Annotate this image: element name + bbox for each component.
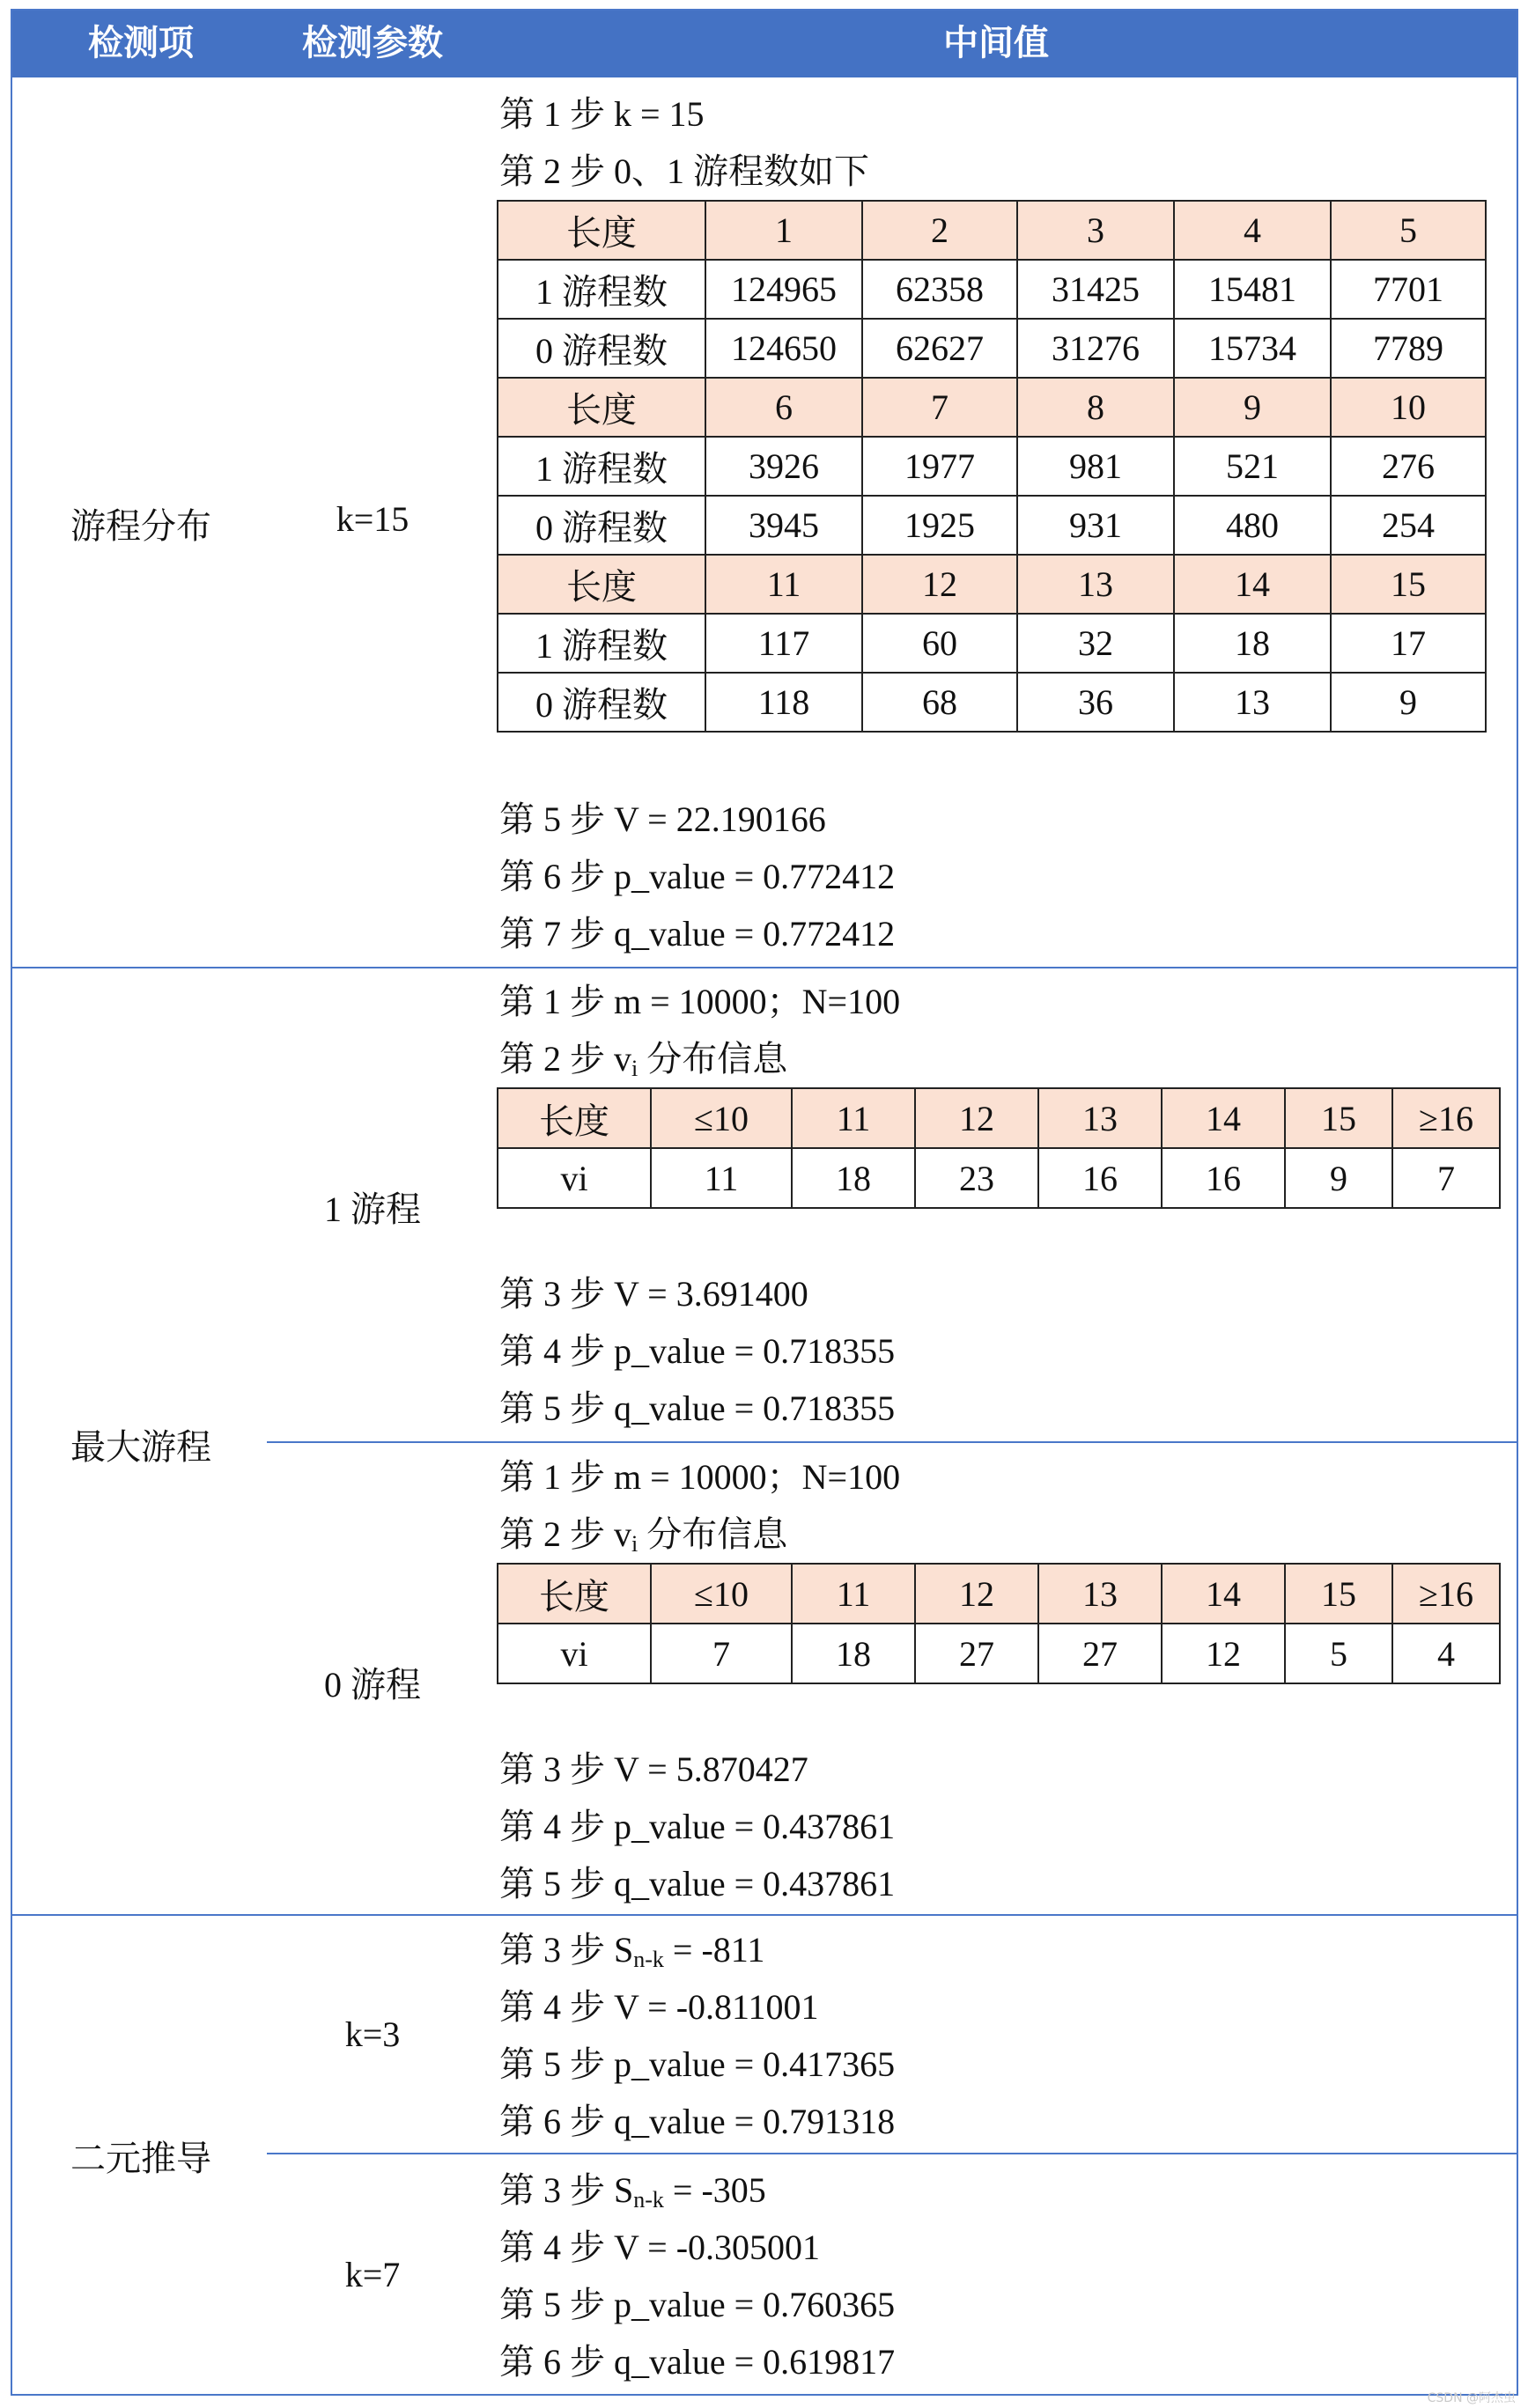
step-line bbox=[499, 2338, 895, 2387]
table-cell: 15 bbox=[1285, 1088, 1392, 1148]
step-line bbox=[499, 2223, 820, 2272]
step-line bbox=[499, 1270, 808, 1319]
table-cell: ≤10 bbox=[651, 1564, 792, 1624]
table-cell: 15734 bbox=[1174, 319, 1331, 378]
table-cell: 9 bbox=[1285, 1148, 1392, 1208]
table-cell: 118 bbox=[705, 673, 862, 732]
table-cell: 12 bbox=[915, 1564, 1038, 1624]
vi-symbol: v bbox=[614, 1514, 631, 1554]
table-cell: 117 bbox=[705, 614, 862, 673]
step-text: q_value = 0.718355 bbox=[614, 1388, 896, 1428]
table-row bbox=[498, 614, 1486, 673]
table-cell: 62358 bbox=[862, 260, 1017, 319]
step-number: 第 5 步 bbox=[499, 799, 605, 839]
table-cell: 521 bbox=[1174, 437, 1331, 496]
row-header-cell: 长度 bbox=[498, 1564, 651, 1624]
step-number: 第 2 步 bbox=[499, 1039, 605, 1079]
row-header-cell: 0 游程数 bbox=[498, 319, 705, 378]
table-row bbox=[498, 201, 1486, 260]
table-cell: 60 bbox=[862, 614, 1017, 673]
step-number: 第 6 步 bbox=[499, 857, 605, 896]
step-line bbox=[499, 147, 869, 196]
table-cell: 11 bbox=[792, 1564, 915, 1624]
table-cell: 9 bbox=[1331, 673, 1486, 732]
step-number: 第 3 步 bbox=[499, 2170, 605, 2210]
step-number: 第 1 步 bbox=[499, 982, 605, 1021]
table-cell: 31276 bbox=[1017, 319, 1174, 378]
step-text: V = 22.190166 bbox=[614, 799, 826, 839]
step-number: 第 3 步 bbox=[499, 1749, 605, 1789]
table-cell: 7789 bbox=[1331, 319, 1486, 378]
param-zero-run: 0 游程 bbox=[324, 1665, 421, 1705]
step-text: m = 10000；N=100 bbox=[614, 982, 901, 1021]
step-text: q_value = 0.437861 bbox=[614, 1864, 896, 1904]
step-number: 第 5 步 bbox=[499, 1388, 605, 1428]
table-row bbox=[498, 1088, 1500, 1148]
step-text: k = 15 bbox=[614, 94, 705, 134]
step-text: V = 3.691400 bbox=[614, 1274, 808, 1314]
table-cell: 12 bbox=[862, 555, 1017, 614]
step-text: 0、1 游程数如下 bbox=[614, 151, 869, 191]
table-cell: 13 bbox=[1174, 673, 1331, 732]
table-cell: 18 bbox=[792, 1624, 915, 1683]
table-cell: ≥16 bbox=[1392, 1564, 1500, 1624]
table-row bbox=[498, 1148, 1500, 1208]
section-divider bbox=[11, 1914, 1518, 1916]
step-line bbox=[499, 1510, 787, 1559]
table-cell: 18 bbox=[792, 1148, 915, 1208]
table-cell: 17 bbox=[1331, 614, 1486, 673]
step-number: 第 1 步 bbox=[499, 94, 605, 134]
step-line bbox=[499, 1983, 819, 2032]
step-number: 第 1 步 bbox=[499, 1457, 605, 1497]
table-cell: 12 bbox=[915, 1088, 1038, 1148]
table-row bbox=[498, 673, 1486, 732]
vi-symbol: v bbox=[614, 1039, 631, 1079]
step-number: 第 5 步 bbox=[499, 2285, 605, 2324]
table-cell: 4 bbox=[1174, 201, 1331, 260]
table-cell: 13 bbox=[1038, 1088, 1162, 1148]
step-number: 第 6 步 bbox=[499, 2342, 605, 2382]
step-text: p_value = 0.772412 bbox=[614, 857, 896, 896]
sub-divider bbox=[267, 2153, 1518, 2154]
table-cell: 13 bbox=[1017, 555, 1174, 614]
table-cell: 5 bbox=[1285, 1624, 1392, 1683]
table-cell: 18 bbox=[1174, 614, 1331, 673]
table-cell: 1925 bbox=[862, 496, 1017, 555]
step-line bbox=[499, 1926, 764, 1975]
step-text: = -305 bbox=[672, 2170, 766, 2210]
row-header-cell: 长度 bbox=[498, 555, 705, 614]
table-cell: 6 bbox=[705, 378, 862, 437]
row-header-cell: 1 游程数 bbox=[498, 260, 705, 319]
s-subscript: n-k bbox=[633, 2187, 664, 2213]
section-divider bbox=[11, 967, 1518, 968]
row-header-cell: 长度 bbox=[498, 1088, 651, 1148]
table-cell: 27 bbox=[915, 1624, 1038, 1683]
table-cell: 7 bbox=[651, 1624, 792, 1683]
step-line bbox=[499, 2166, 766, 2215]
step-text: V = -0.305001 bbox=[614, 2228, 821, 2267]
step-text: V = 5.870427 bbox=[614, 1749, 808, 1789]
step-number: 第 2 步 bbox=[499, 1514, 605, 1554]
step-number: 第 2 步 bbox=[499, 151, 605, 191]
vi-subscript: i bbox=[631, 1531, 639, 1557]
sub-divider bbox=[267, 1441, 1518, 1443]
table-cell: 4 bbox=[1392, 1624, 1500, 1683]
vi-distribution-table bbox=[497, 1087, 1501, 1209]
step-number: 第 5 步 bbox=[499, 1864, 605, 1904]
table-cell: 27 bbox=[1038, 1624, 1162, 1683]
table-row bbox=[498, 378, 1486, 437]
row-header-cell: vi bbox=[498, 1148, 651, 1208]
step-number: 第 7 步 bbox=[499, 914, 605, 954]
param-one-run: 1 游程 bbox=[324, 1189, 421, 1229]
param-k7: k=7 bbox=[344, 2255, 401, 2294]
table-cell: 14 bbox=[1162, 1088, 1285, 1148]
table-cell: 7701 bbox=[1331, 260, 1486, 319]
table-cell: 15481 bbox=[1174, 260, 1331, 319]
table-cell: 3945 bbox=[705, 496, 862, 555]
row-header-cell: 1 游程数 bbox=[498, 614, 705, 673]
table-cell: 3 bbox=[1017, 201, 1174, 260]
table-cell: 10 bbox=[1331, 378, 1486, 437]
table-cell: 254 bbox=[1331, 496, 1486, 555]
vi-subscript: i bbox=[631, 1056, 639, 1081]
step-line bbox=[499, 1384, 895, 1433]
table-cell: ≥16 bbox=[1392, 1088, 1500, 1148]
table-cell: 14 bbox=[1174, 555, 1331, 614]
step-line bbox=[499, 795, 826, 844]
table-row bbox=[498, 1564, 1500, 1624]
step-line bbox=[499, 90, 705, 139]
step-text: q_value = 0.772412 bbox=[614, 914, 896, 954]
step-text: q_value = 0.619817 bbox=[614, 2342, 896, 2382]
step-number: 第 4 步 bbox=[499, 2228, 605, 2267]
item-longest-run: 最大游程 bbox=[70, 1427, 211, 1467]
step-number: 第 4 步 bbox=[499, 1331, 605, 1371]
param-k15: k=15 bbox=[336, 499, 410, 539]
vi-distribution-table bbox=[497, 1563, 1501, 1684]
step-text: q_value = 0.791318 bbox=[614, 2102, 896, 2141]
item-binary-derivation: 二元推导 bbox=[70, 2139, 211, 2178]
table-row bbox=[498, 260, 1486, 319]
step-text: p_value = 0.760365 bbox=[614, 2285, 896, 2324]
table-cell: 931 bbox=[1017, 496, 1174, 555]
step-number: 第 3 步 bbox=[499, 1274, 605, 1314]
table-row bbox=[498, 555, 1486, 614]
table-cell: 16 bbox=[1038, 1148, 1162, 1208]
table-cell: 15 bbox=[1285, 1564, 1392, 1624]
param-k3: k=3 bbox=[344, 2014, 401, 2054]
step-line bbox=[499, 909, 895, 959]
table-cell: 12 bbox=[1162, 1624, 1285, 1683]
table-cell: 3926 bbox=[705, 437, 862, 496]
table-cell: 5 bbox=[1331, 201, 1486, 260]
step-line bbox=[499, 2280, 895, 2330]
table-cell: 7 bbox=[862, 378, 1017, 437]
row-header-cell: 1 游程数 bbox=[498, 437, 705, 496]
table-cell: 2 bbox=[862, 201, 1017, 260]
row-header-cell: 0 游程数 bbox=[498, 496, 705, 555]
watermark: CSDN @阿杰虫 bbox=[1427, 2391, 1516, 2405]
step-line bbox=[499, 1859, 895, 1909]
table-row bbox=[498, 437, 1486, 496]
table-cell: 1 bbox=[705, 201, 862, 260]
step-line bbox=[499, 977, 900, 1027]
table-cell: 36 bbox=[1017, 673, 1174, 732]
step-line bbox=[499, 852, 895, 902]
step-text: p_value = 0.718355 bbox=[614, 1331, 896, 1371]
step-text: = -811 bbox=[672, 1930, 765, 1970]
step-line bbox=[499, 1453, 900, 1502]
step-line bbox=[499, 1745, 808, 1794]
row-header-cell: 长度 bbox=[498, 378, 705, 437]
table-cell: 31425 bbox=[1017, 260, 1174, 319]
header-intermediate: 中间值 bbox=[943, 23, 1049, 63]
row-header-cell: 长度 bbox=[498, 201, 705, 260]
step-text: 分布信息 bbox=[646, 1039, 788, 1079]
s-symbol: S bbox=[614, 2170, 634, 2210]
row-header-cell: vi bbox=[498, 1624, 651, 1683]
item-run-distribution: 游程分布 bbox=[70, 506, 211, 546]
table-row bbox=[498, 319, 1486, 378]
step-text: m = 10000；N=100 bbox=[614, 1457, 901, 1497]
step-line bbox=[499, 1035, 787, 1084]
table-cell: 124965 bbox=[705, 260, 862, 319]
step-number: 第 4 步 bbox=[499, 1987, 605, 2027]
table-cell: 23 bbox=[915, 1148, 1038, 1208]
table-cell: 15 bbox=[1331, 555, 1486, 614]
table-row bbox=[498, 496, 1486, 555]
step-number: 第 3 步 bbox=[499, 1930, 605, 1970]
step-text: p_value = 0.417365 bbox=[614, 2044, 896, 2084]
header-check-param: 检测参数 bbox=[302, 23, 443, 63]
table-cell: 14 bbox=[1162, 1564, 1285, 1624]
table-cell: ≤10 bbox=[651, 1088, 792, 1148]
step-line bbox=[499, 2097, 895, 2147]
table-cell: 1977 bbox=[862, 437, 1017, 496]
table-cell: 276 bbox=[1331, 437, 1486, 496]
s-symbol: S bbox=[614, 1930, 634, 1970]
table-cell: 62627 bbox=[862, 319, 1017, 378]
table-cell: 11 bbox=[705, 555, 862, 614]
step-number: 第 6 步 bbox=[499, 2102, 605, 2141]
table-cell: 9 bbox=[1174, 378, 1331, 437]
table-cell: 11 bbox=[651, 1148, 792, 1208]
table-cell: 68 bbox=[862, 673, 1017, 732]
step-text: V = -0.811001 bbox=[614, 1987, 819, 2027]
table-cell: 7 bbox=[1392, 1148, 1500, 1208]
step-line bbox=[499, 1327, 895, 1376]
step-line bbox=[499, 1802, 895, 1852]
table-cell: 480 bbox=[1174, 496, 1331, 555]
run-count-table bbox=[497, 200, 1487, 733]
table-cell: 16 bbox=[1162, 1148, 1285, 1208]
table-row bbox=[498, 1624, 1500, 1683]
table-cell: 13 bbox=[1038, 1564, 1162, 1624]
s-subscript: n-k bbox=[633, 1947, 664, 1972]
header-check-item: 检测项 bbox=[88, 23, 194, 63]
row-header-cell: 0 游程数 bbox=[498, 673, 705, 732]
step-text: p_value = 0.437861 bbox=[614, 1807, 896, 1846]
step-line bbox=[499, 2040, 895, 2089]
table-cell: 124650 bbox=[705, 319, 862, 378]
step-number: 第 4 步 bbox=[499, 1807, 605, 1846]
step-text: 分布信息 bbox=[646, 1514, 788, 1554]
table-cell: 8 bbox=[1017, 378, 1174, 437]
table-cell: 32 bbox=[1017, 614, 1174, 673]
step-number: 第 5 步 bbox=[499, 2044, 605, 2084]
table-cell: 981 bbox=[1017, 437, 1174, 496]
table-cell: 11 bbox=[792, 1088, 915, 1148]
